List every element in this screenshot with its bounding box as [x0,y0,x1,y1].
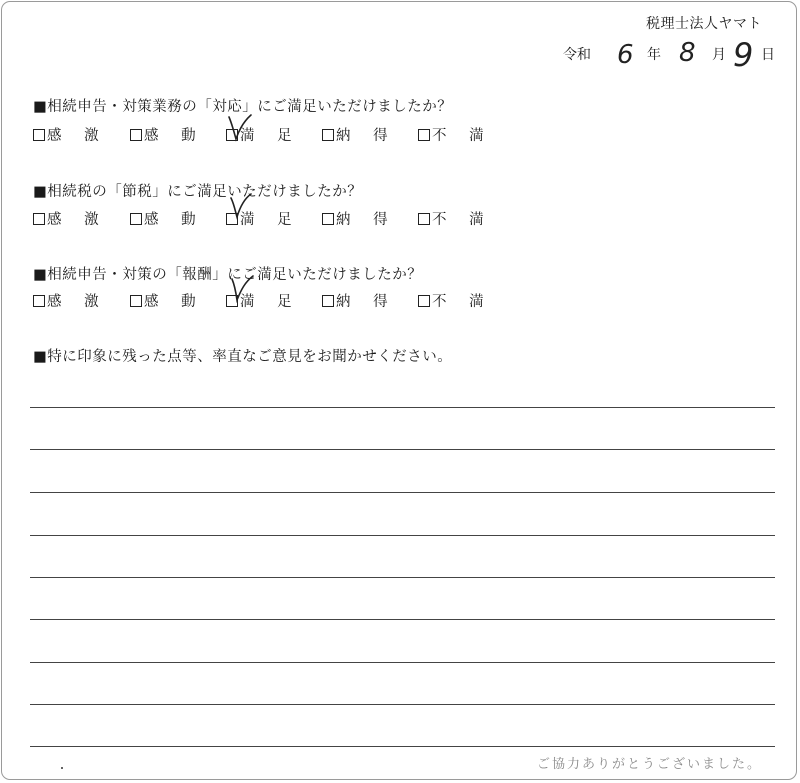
option-manzoku[interactable]: 満 足 [226,208,301,229]
writing-line [30,492,775,493]
writing-line [30,535,775,536]
writing-line [30,449,775,450]
option-nattoku[interactable]: 納 得 [322,290,397,311]
checkbox[interactable] [418,213,430,225]
question-2: ■相続税の「節税」にご満足いただけましたか？ [33,184,363,200]
question-3: ■相続申告・対策の「報酬」にご満足いただけましたか？ [33,267,423,283]
date-day[interactable]: 9 [733,36,754,74]
date-day-unit: 日 [761,47,775,63]
checkbox[interactable] [418,295,430,307]
check-mark-icon [229,275,255,303]
option-kandou[interactable]: 感 動 [130,290,205,311]
survey-form [1,1,797,780]
date-year-unit: 年 [647,47,661,63]
checkbox[interactable] [130,213,142,225]
option-nattoku[interactable]: 納 得 [322,124,397,145]
check-mark-icon [228,193,254,221]
checkbox[interactable] [418,129,430,141]
options-row-1 [33,124,493,144]
option-kandou[interactable]: 感 動 [130,124,205,145]
date-era: 令和 [563,47,591,63]
option-nattoku[interactable]: 納 得 [322,208,397,229]
option-kandou[interactable]: 感 動 [130,208,205,229]
date-year[interactable]: 6 [617,40,634,70]
option-fuman[interactable]: 不 満 [418,290,493,311]
checkbox[interactable] [322,129,334,141]
option-manzoku[interactable]: 満 足 [226,290,301,311]
writing-line [30,704,775,705]
option-manzoku[interactable]: 満 足 [226,124,301,145]
writing-line [30,619,775,620]
writing-line [30,407,775,408]
writing-line [30,746,775,747]
checkbox[interactable] [130,295,142,307]
writing-line [30,577,775,578]
writing-line [30,662,775,663]
checkbox[interactable] [33,213,45,225]
option-kangeki[interactable]: 感 激 [33,290,108,311]
checkbox[interactable] [33,295,45,307]
option-kangeki[interactable]: 感 激 [33,124,108,145]
check-mark-icon [227,114,253,142]
comments-prompt: ■特に印象に残った点等、率直なご意見をお聞かせください。 [33,349,453,365]
date-month-unit: 月 [712,47,726,63]
scan-speck [61,767,63,769]
checkbox[interactable] [322,295,334,307]
option-fuman[interactable]: 不 満 [418,124,493,145]
thanks-message: ご協力ありがとうございました。 [537,757,763,772]
question-1: ■相続申告・対策業務の「対応」にご満足いただけましたか？ [33,99,453,115]
checkbox[interactable] [33,129,45,141]
firm-name: 税理士法人ヤマト [646,16,762,32]
checkbox[interactable] [322,213,334,225]
date-month[interactable]: 8 [679,38,696,68]
checkbox[interactable] [130,129,142,141]
option-kangeki[interactable]: 感 激 [33,208,108,229]
options-row-3 [33,290,493,310]
options-row-2 [33,208,493,228]
option-fuman[interactable]: 不 満 [418,208,493,229]
date-line [563,36,783,80]
